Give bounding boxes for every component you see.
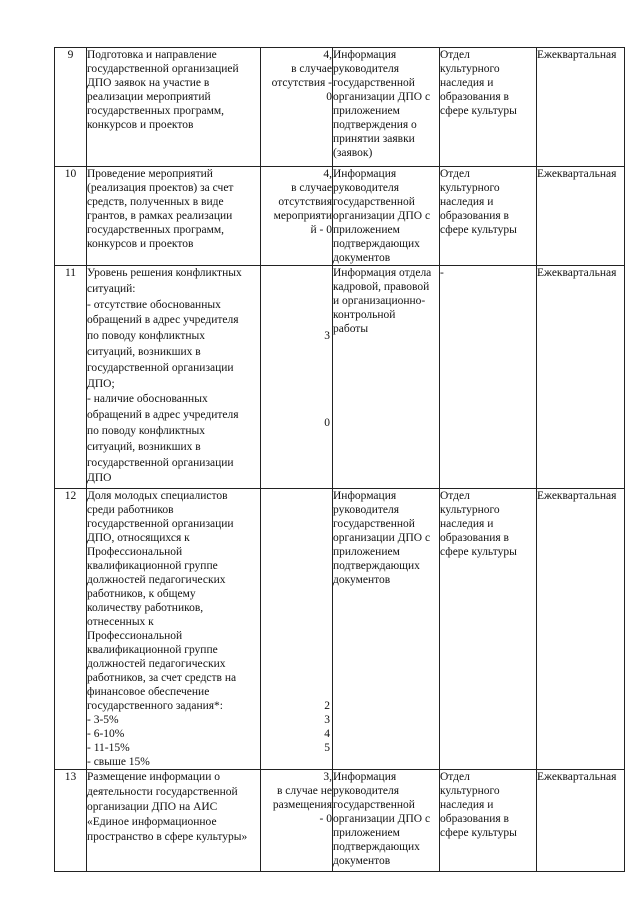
indicator-cell <box>87 770 261 872</box>
indicator-cell <box>87 48 261 167</box>
source-line: приложением <box>333 546 400 558</box>
responsible-line: образования в <box>440 91 509 103</box>
indicator-line: конкурсов и проектов <box>87 119 194 131</box>
table-row <box>55 489 625 770</box>
criteria-table <box>54 47 625 872</box>
table-row <box>55 167 625 266</box>
option-item: - свыше 15% <box>87 756 150 768</box>
indicator-line: - наличие обоснованных <box>87 393 208 406</box>
source-line: организации ДПО с <box>333 91 431 103</box>
source-cell <box>333 770 440 872</box>
source-line: руководителя <box>333 504 400 516</box>
indicator-line: «Единое информационное <box>87 816 217 828</box>
points-line: й - 0 <box>310 224 332 236</box>
source-line: подтверждающих <box>333 841 420 853</box>
source-line: руководителя <box>333 785 400 797</box>
responsible-line: наследия и <box>440 196 494 208</box>
indicator-line: обращений в адрес учредителя <box>87 314 239 327</box>
row-number: 11 <box>55 266 87 489</box>
responsible-line: образования в <box>440 210 509 222</box>
indicator-line: должностей педагогических <box>87 574 226 586</box>
indicator-line: Профессиональной <box>87 630 183 642</box>
source-cell <box>333 167 440 266</box>
indicator-line: среди работников <box>87 504 174 516</box>
table-row <box>55 266 625 489</box>
responsible-line: сфере культуры <box>440 224 517 236</box>
source-cell <box>333 266 440 489</box>
points-line: 4, <box>323 168 332 180</box>
source-line: государственной <box>333 799 415 811</box>
indicator-line: Подготовка и направление <box>87 49 217 61</box>
responsible-line: наследия и <box>440 77 494 89</box>
responsible-cell <box>440 167 537 266</box>
indicator-line: ДПО <box>87 472 112 485</box>
row-number: 12 <box>55 489 87 770</box>
points-line: 3 <box>324 714 330 726</box>
period-cell: Ежеквартальная <box>537 266 625 489</box>
source-line: организации ДПО с <box>333 210 431 222</box>
indicator-line: должностей педагогических <box>87 658 226 670</box>
source-line: государственной <box>333 77 415 89</box>
points-cell <box>261 48 333 167</box>
indicator-line: ДПО; <box>87 377 115 390</box>
source-line: руководителя <box>333 63 400 75</box>
source-line: подтверждения о <box>333 119 417 131</box>
indicator-line: работников, за счет средств на <box>87 672 237 684</box>
indicator-line: государственной организации <box>87 518 234 530</box>
points-cell <box>261 167 333 266</box>
source-line: и организационно- <box>333 295 426 307</box>
option-item: - 6-10% <box>87 728 125 740</box>
period-cell: Ежеквартальная <box>537 167 625 266</box>
period-cell: Ежеквартальная <box>537 489 625 770</box>
responsible-line: культурного <box>440 504 500 516</box>
indicator-line: деятельности государственной <box>87 786 238 798</box>
period-cell: Ежеквартальная <box>537 770 625 872</box>
indicator-line: ДПО заявок на участие в <box>87 77 210 89</box>
indicator-line: государственной организации <box>87 456 234 469</box>
indicator-line: грантов, в рамках реализации <box>87 210 233 222</box>
indicator-line: конкурсов и проектов <box>87 238 194 250</box>
indicator-line: государственной организацией <box>87 63 239 75</box>
points-line: 4 <box>324 728 330 740</box>
source-line: подтверждающих <box>333 560 420 572</box>
responsible-line: Отдел <box>440 771 470 783</box>
indicator-line: ДПО, относящихся к <box>87 532 190 544</box>
responsible-line: образования в <box>440 532 509 544</box>
source-line: Информация <box>333 771 397 783</box>
points-line: 3 <box>324 330 330 342</box>
indicator-line: Размещение информации о <box>87 771 220 783</box>
source-line: приложением <box>333 827 400 839</box>
responsible-cell <box>440 48 537 167</box>
responsible-line: сфере культуры <box>440 546 517 558</box>
indicator-cell <box>87 167 261 266</box>
indicator-line: обращений в адрес учредителя <box>87 409 239 422</box>
responsible-line: культурного <box>440 63 500 75</box>
points-line: в случае <box>291 182 332 194</box>
indicator-line: отнесенных к <box>87 616 154 628</box>
source-line: документов <box>333 574 391 586</box>
indicator-line: Доля молодых специалистов <box>87 490 228 502</box>
indicator-line: ситуаций: <box>87 282 136 295</box>
indicator-line: (реализация проектов) за счет <box>87 182 234 194</box>
points-line: 0 <box>324 417 330 429</box>
points-line: мероприяти <box>273 210 332 222</box>
source-line: документов <box>333 855 391 867</box>
responsible-line: Отдел <box>440 49 470 61</box>
source-line: Информация <box>333 168 397 180</box>
points-cell <box>261 266 333 489</box>
responsible-line: культурного <box>440 785 500 797</box>
points-line: 2 <box>324 700 330 712</box>
source-line: документов <box>333 252 391 264</box>
source-line: организации ДПО с <box>333 813 431 825</box>
responsible-cell <box>440 770 537 872</box>
responsible-line: наследия и <box>440 799 494 811</box>
indicator-line: Проведение мероприятий <box>87 168 213 180</box>
indicator-line: ситуаций, возникших в <box>87 440 201 453</box>
indicator-cell <box>87 489 261 770</box>
indicator-line: Уровень решения конфликтных <box>87 267 242 279</box>
row-number: 9 <box>55 48 87 167</box>
responsible-cell <box>440 489 537 770</box>
points-cell <box>261 770 333 872</box>
responsible-line: Отдел <box>440 490 470 502</box>
indicator-line: государственных программ, <box>87 105 225 117</box>
responsible-line: культурного <box>440 182 500 194</box>
responsible-line: образования в <box>440 813 509 825</box>
points-line: 3, <box>323 771 332 783</box>
option-item: - 11-15% <box>87 742 130 754</box>
source-line: принятии заявки <box>333 133 415 145</box>
source-line: организации ДПО с <box>333 532 431 544</box>
indicator-line: по поводу конфликтных <box>87 424 205 437</box>
responsible-line: сфере культуры <box>440 105 517 117</box>
indicator-line: средств, полученных в виде <box>87 196 224 208</box>
source-line: Информация отдела <box>333 267 432 279</box>
responsible-cell: - <box>440 266 537 489</box>
indicator-line: государственных программ, <box>87 224 225 236</box>
row-number: 10 <box>55 167 87 266</box>
indicator-line: государственной организации <box>87 361 234 374</box>
source-line: приложением <box>333 105 400 117</box>
table-row <box>55 48 625 167</box>
indicator-line: пространство в сфере культуры» <box>87 831 248 843</box>
indicator-line: - отсутствие обоснованных <box>87 298 221 311</box>
source-line: (заявок) <box>333 147 373 159</box>
source-line: Информация <box>333 490 397 502</box>
points-line: отсутствия <box>278 196 332 208</box>
source-line: работы <box>333 323 369 335</box>
source-line: подтверждающих <box>333 238 420 250</box>
points-line: 4, <box>323 49 332 61</box>
points-line: в случае <box>291 63 332 75</box>
indicator-line: финансовое обеспечение <box>87 686 210 698</box>
source-line: государственной <box>333 196 415 208</box>
responsible-line: Отдел <box>440 168 470 180</box>
indicator-line: по поводу конфликтных <box>87 330 205 343</box>
indicator-line: количеству работников, <box>87 602 204 614</box>
source-cell <box>333 48 440 167</box>
indicator-line: Профессиональной <box>87 546 183 558</box>
indicator-line: квалификационной группе <box>87 560 218 572</box>
points-cell <box>261 489 333 770</box>
points-line: 0 <box>326 91 332 103</box>
source-line: государственной <box>333 518 415 530</box>
indicator-line: реализации мероприятий <box>87 91 211 103</box>
indicator-line: ситуаций, возникших в <box>87 345 201 358</box>
source-line: контрольной <box>333 309 396 321</box>
responsible-line: наследия и <box>440 518 494 530</box>
table-row <box>55 770 625 872</box>
period-cell: Ежеквартальная <box>537 48 625 167</box>
points-line: отсутствия - <box>271 77 332 89</box>
source-line: руководителя <box>333 182 400 194</box>
option-item: - 3-5% <box>87 714 119 726</box>
source-line: Информация <box>333 49 397 61</box>
indicator-line: квалификационной группе <box>87 644 218 656</box>
points-line: 5 <box>324 742 330 754</box>
points-line: в случае не <box>276 785 332 797</box>
points-line: размещения <box>272 799 332 811</box>
source-line: приложением <box>333 224 400 236</box>
indicator-line: работников, к общему <box>87 588 196 600</box>
indicator-cell <box>87 266 261 489</box>
row-number: 13 <box>55 770 87 872</box>
source-line: кадровой, правовой <box>333 281 430 293</box>
indicator-line: организации ДПО на АИС <box>87 801 218 813</box>
responsible-line: сфере культуры <box>440 827 517 839</box>
points-line: - 0 <box>319 813 332 825</box>
source-cell <box>333 489 440 770</box>
indicator-line: государственного задания*: <box>87 700 224 712</box>
